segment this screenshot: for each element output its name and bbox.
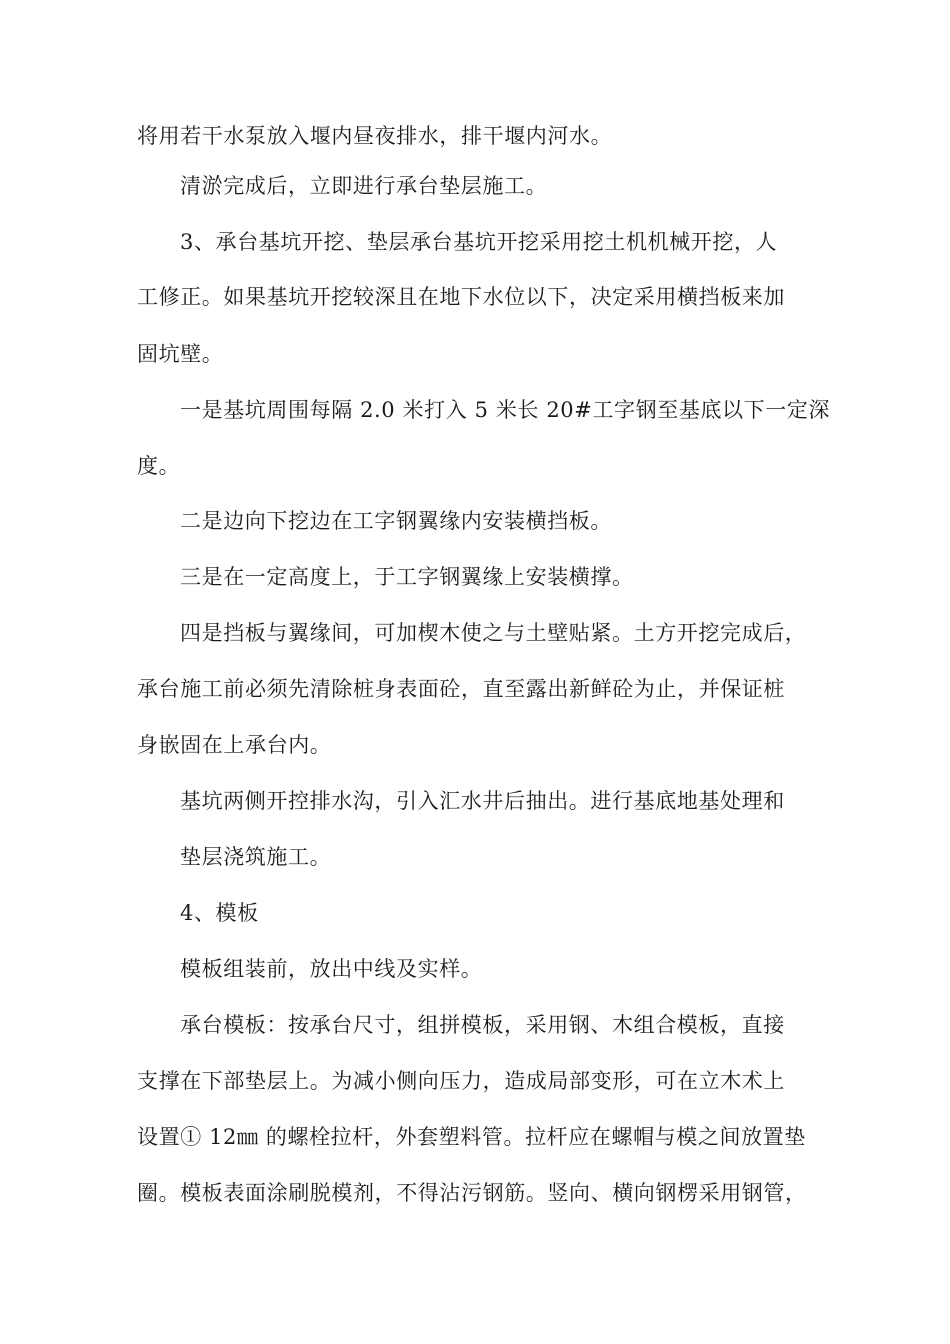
text-line: 圈。模板表面涂刷脱模剂，不得沾污钢筋。竖向、横向钢楞采用钢管， — [137, 1181, 807, 1205]
text-line: 身嵌固在上承台内。 — [137, 733, 332, 757]
text-line: 三是在一定高度上，于工字钢翼缘上安装横撑。 — [180, 565, 634, 589]
text-line: 四是挡板与翼缘间，可加楔木使之与土壁贴紧。土方开挖完成后， — [180, 621, 807, 645]
text-line: 设置① 12㎜ 的螺栓拉杆，外套塑料管。拉杆应在螺帽与模之间放置垫 — [137, 1125, 806, 1149]
text-line: 支撑在下部垫层上。为减小侧向压力，造成局部变形，可在立木术上 — [137, 1069, 785, 1093]
text-line: 垫层浇筑施工。 — [180, 845, 332, 869]
text-line: 将用若干水泵放入堰内昼夜排水，排干堰内河水。 — [137, 124, 613, 148]
text-line: 承台模板：按承台尺寸，组拼模板，采用钢、木组合模板，直接 — [180, 1013, 785, 1037]
text-line: 度。 — [137, 454, 181, 478]
text-line: 一是基坑周围每隔 2.0 米打入 5 米长 20#工字钢至基底以下一定深 — [180, 398, 831, 422]
text-line: 清淤完成后，立即进行承台垫层施工。 — [180, 174, 548, 198]
text-line: 模板组装前，放出中线及实样。 — [180, 957, 483, 981]
section-heading: 4、模板 — [180, 901, 259, 925]
text-line: 二是边向下挖边在工字钢翼缘内安装横挡板。 — [180, 509, 612, 533]
text-line: 基坑两侧开控排水沟，引入汇水井后抽出。进行基底地基处理和 — [180, 789, 785, 813]
text-line: 固坑壁。 — [137, 342, 224, 366]
text-line: 工修正。如果基坑开挖较深且在地下水位以下，决定采用横挡板来加 — [137, 285, 785, 309]
text-line: 承台施工前必须先清除桩身表面砼，直至露出新鲜砼为止，并保证桩 — [137, 677, 785, 701]
text-line: 3、承台基坑开挖、垫层承台基坑开挖采用挖土机机械开挖，人 — [180, 230, 778, 254]
